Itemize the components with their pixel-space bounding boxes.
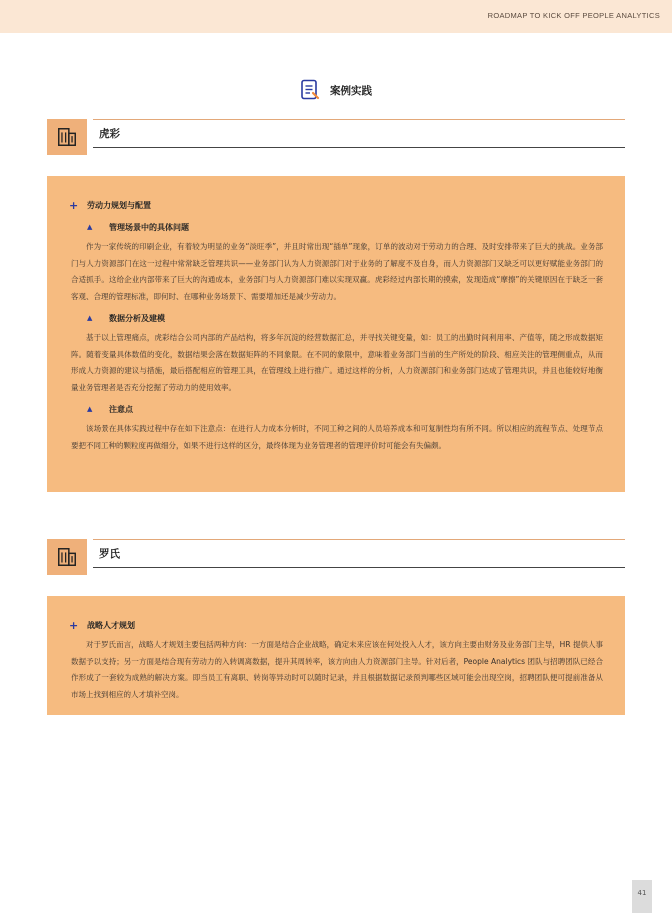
triangle-bullet-icon: ▲ — [87, 314, 93, 322]
plus-icon: + — [69, 198, 79, 212]
paragraph: 对于罗氏而言，战略人才规划主要包括两种方向：一方面是结合企业战略，确定未来应该在何处投入人才，该方向主要由财务及业务部门主导，HR 提供人事数据予以支持；另一方面是结合现有劳动力的入转调离数据，提升其周转率，该方向由人力资源部门主导。针对后者，People Analytics 团队与招聘团队已经合作形成了一套较为成熟的解决方案。即当员工有离职、转岗等异动时可以随时记录，并且根据数据记录预判哪些区域可能会出现空岗，招聘团队便可提前准备从市场上找到相应的人才填补空岗。 — [71, 640, 603, 699]
case-header — [47, 119, 625, 157]
running-header-title: ROADMAP TO KICK OFF PEOPLE ANALYTICS — [487, 11, 660, 20]
case-topic-title: 战略人才规划 — [87, 620, 135, 630]
paragraph: 基于以上管理痛点，虎彩结合公司内部的产品结构，将多年沉淀的经营数据汇总，并寻找关键变量，如：员工的出勤时间利用率、产值等，随之形成数据矩阵。随着变量具体数值的变化，数据结果会落在数据矩阵的不同象限。在不同的象限中，意味着业务部门当前的生产所处的阶段、相应关注的管理侧重点，从而形成人力资源的建议与措施，最后搭配相应的管理工具，在管理线上进行推广。通过这样的分析，人力资源部门和业务部门达成了管理共识，并且也能较好地衡量业务管理者是否充分挖掘了劳动力的使用效率。 — [71, 333, 603, 392]
plus-icon: + — [69, 618, 79, 632]
case-name: 罗氏 — [99, 548, 120, 560]
subheading-title: 注意点 — [109, 404, 133, 414]
running-header — [0, 0, 672, 33]
subheading-title: 数据分析及建模 — [109, 313, 165, 323]
case-rule-bottom — [93, 147, 625, 148]
case-topic-title: 劳动力规划与配置 — [87, 200, 151, 210]
case-icon-box — [47, 119, 87, 155]
case-content-box — [47, 596, 625, 715]
case-rule-bottom — [93, 567, 625, 568]
case-header — [47, 539, 625, 577]
page-number: 41 — [632, 880, 652, 913]
document-list-icon — [300, 79, 320, 101]
building-icon — [56, 546, 78, 568]
building-icon — [56, 126, 78, 148]
case-topic-heading — [69, 196, 603, 214]
case-rule-top — [93, 119, 625, 120]
subheading — [69, 309, 603, 327]
section-heading — [0, 77, 672, 103]
subheading — [69, 218, 603, 236]
paragraph: 作为一家传统的印刷企业，有着较为明显的业务“淡旺季”，并且时常出现“插单”现象，订单的波动对于劳动力的合理、及时安排带来了巨大的挑战。业务部门与人力资源部门在这一过程中常常缺乏管理共识——业务部门认为人力资源部门对于业务的了解度不及自身，而人力资源部门又缺乏可以更好赋能业务部门的合适抓手。这给企业内部带来了巨大的沟通成本，业务部门与人力资源部门难以实现双赢。虎彩经过内部长期的摸索，发现造成“摩擦”的关键原因在于缺乏一套客观、合理的管理标准，即何时、在哪种业务场景下、需要增加还是减少劳动力。 — [71, 242, 603, 301]
subheading-title: 管理场景中的具体问题 — [109, 222, 189, 232]
case-content-box — [47, 176, 625, 492]
case-topic-heading — [69, 616, 603, 634]
triangle-bullet-icon: ▲ — [87, 223, 93, 231]
triangle-bullet-icon: ▲ — [87, 405, 93, 413]
case-rule-top — [93, 539, 625, 540]
case-name: 虎彩 — [99, 128, 120, 140]
paragraph: 该场景在具体实践过程中存在如下注意点：在进行人力成本分析时，不同工种之间的人员培养成本和可复制性均有所不同。所以相应的流程节点、处理节点要把不同工种的颗粒度再做细分，如果不进行这样的区分，最终体现为业务管理者的管理评价时可能会有失偏颇。 — [71, 424, 603, 450]
section-title: 案例实践 — [330, 84, 372, 97]
case-icon-box — [47, 539, 87, 575]
subheading — [69, 400, 603, 418]
